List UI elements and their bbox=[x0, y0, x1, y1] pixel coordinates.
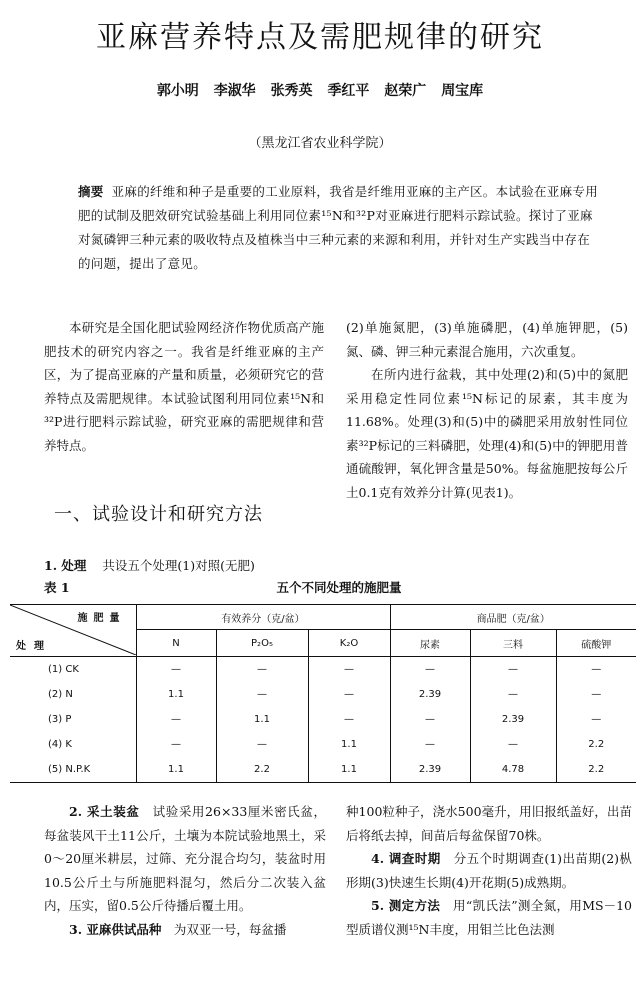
intro-paragraph bbox=[44, 316, 324, 457]
author: 赵荣广 bbox=[384, 83, 427, 99]
row-label: (2) N bbox=[48, 689, 73, 700]
paragraph bbox=[346, 847, 632, 894]
abstract bbox=[78, 180, 598, 276]
paragraph bbox=[44, 918, 326, 942]
author: 周宝库 bbox=[441, 83, 484, 99]
table-row bbox=[10, 707, 636, 732]
author: 郭小明 bbox=[156, 83, 199, 99]
author: 张秀英 bbox=[270, 83, 313, 99]
column-header: 硫酸钾 bbox=[556, 630, 636, 657]
methods-left-column bbox=[44, 800, 326, 941]
subsection-text: 分五个时期调查(1)出苗期(2)枞形期(3)快速生长期(4)开花期(5)成熟期。 bbox=[346, 851, 632, 890]
table-caption: 五个不同处理的施肥量 bbox=[276, 580, 402, 595]
paragraph: 本研究是全国化肥试验网经济作物优质高产施肥技术的研究内容之一。我省是纤维亚麻的主产区，为了提高亚麻的产量和质量，必须研究它的营养特点及需肥规律。本试验试图利用同位素¹⁵N和³²P进行肥料示踪试验，研究亚麻的需肥规律和营养特点。 bbox=[44, 320, 324, 453]
diag-bottom-label: 处理 bbox=[16, 641, 52, 652]
table-cell: 1.1 bbox=[308, 757, 390, 783]
table-cell: 2.2 bbox=[556, 757, 636, 783]
subsection-heading: 4. 调查时期 bbox=[371, 851, 441, 866]
table-cell: — bbox=[470, 732, 556, 757]
row-label: (5) N.P.K bbox=[10, 757, 136, 783]
diag-top-label: 施肥量 bbox=[77, 613, 126, 624]
table-cell: — bbox=[556, 707, 636, 732]
subsection-text: 为双亚一号，每盆播 bbox=[173, 921, 287, 937]
table-cell: — bbox=[216, 682, 308, 707]
table-cell: 1.1 bbox=[216, 707, 308, 732]
table-cell: — bbox=[216, 732, 308, 757]
paragraph bbox=[44, 800, 326, 918]
paragraph: 种100粒种子，浇水500毫升，用旧报纸盖好，出苗后将纸去掉，间苗后每盆保留70株。 bbox=[346, 804, 632, 843]
treatment-description bbox=[346, 316, 628, 504]
table-cell: 2.39 bbox=[470, 707, 556, 732]
paragraph: 在所内进行盆栽，其中处理(2)和(5)中的氮肥采用稳定性同位素¹⁵N标记的尿素，其丰度为11.68%。处理(3)和(5)中的磷肥采用放射性同位素³²P标记的三料磷肥，处理(4)和(5)中的钾肥用普通硫酸钾，氧化钾含量是50%。每盆施肥按每公斤土0.1克有效养分计算(见表1)。 bbox=[346, 367, 628, 500]
column-header: P₂O₅ bbox=[216, 630, 308, 657]
fertilizer-table bbox=[10, 604, 636, 783]
table-cell: — bbox=[556, 682, 636, 707]
subsection-heading: 3. 亚麻供试品种 bbox=[69, 921, 162, 937]
table-row bbox=[10, 757, 636, 783]
row-label: (3) P bbox=[48, 714, 72, 725]
paragraph bbox=[346, 894, 632, 941]
table-label: 表 1 bbox=[44, 580, 70, 595]
methods-right-column bbox=[346, 800, 632, 941]
section-heading: 一、试验设计和研究方法 bbox=[54, 504, 263, 525]
table-cell: — bbox=[470, 657, 556, 683]
table-row bbox=[10, 657, 636, 683]
table-cell: — bbox=[308, 707, 390, 732]
table-cell: 1.1 bbox=[308, 732, 390, 757]
table-cell: — bbox=[390, 732, 470, 757]
paragraph: (2)单施氮肥，(3)单施磷肥，(4)单施钾肥，(5)氮、磷、钾三种元素混合施用，六次重复。 bbox=[346, 320, 628, 359]
row-label: (4) K bbox=[48, 739, 72, 750]
table-row bbox=[10, 682, 636, 707]
table-cell: 2.2 bbox=[216, 757, 308, 783]
table-cell: — bbox=[216, 657, 308, 683]
subsection-text: 共设五个处理(1)对照(无肥) bbox=[102, 558, 255, 573]
table-diagonal-header bbox=[10, 605, 136, 657]
table-cell: 2.39 bbox=[390, 682, 470, 707]
table-caption-row bbox=[44, 578, 634, 598]
table-cell: — bbox=[308, 657, 390, 683]
affiliation: （黑龙江省农业科学院） bbox=[248, 136, 392, 151]
paper-title: 亚麻营养特点及需肥规律的研究 bbox=[96, 20, 544, 55]
treatment-line bbox=[44, 556, 255, 574]
column-header: 三料 bbox=[470, 630, 556, 657]
row-label: (1) CK bbox=[48, 664, 79, 675]
column-header: N bbox=[136, 630, 216, 657]
table-cell: — bbox=[470, 682, 556, 707]
column-header: K₂O bbox=[308, 630, 390, 657]
author: 李淑华 bbox=[213, 83, 256, 99]
author-list bbox=[0, 80, 640, 100]
subsection-heading: 1. 处理 bbox=[44, 558, 87, 573]
table-cell: — bbox=[390, 657, 470, 683]
table-row bbox=[10, 732, 636, 757]
group-header: 有效养分（克/盆） bbox=[136, 605, 390, 630]
table-cell: 1.1 bbox=[136, 682, 216, 707]
author: 季红平 bbox=[327, 83, 370, 99]
subsection-heading: 2. 采土装盆 bbox=[69, 804, 140, 819]
table-cell: — bbox=[136, 707, 216, 732]
table-cell: — bbox=[136, 732, 216, 757]
table-cell: 2.2 bbox=[556, 732, 636, 757]
abstract-text: 亚麻的纤维和种子是重要的工业原料，我省是纤维用亚麻的主产区。本试验在亚麻专用肥的试制及肥效研究试验基础上利用同位素¹⁵N和³²P对亚麻进行肥料示踪试验。探讨了亚麻对氮磷钾三种元素的吸收特点及植株当中三种元素的来源和利用，并针对生产实践当中存在的问题，提出了意见。 bbox=[78, 184, 599, 271]
table-cell: 2.39 bbox=[390, 757, 470, 783]
subsection-text: 试验采用26×33厘米密氏盆，每盆装风干土11公斤，土壤为本院试验地黑土，采0～20厘米耕层，过筛、充分混合均匀，装盆时用10.5公斤土与所施肥料混匀，然后分二次装入盆内，压实，留0.5公斤待播后覆土用。 bbox=[44, 804, 326, 913]
subsection-text: 用“凯氏法”测全氮，用MS－10型质谱仪测¹⁵N丰度，用钼兰比色法测 bbox=[346, 898, 632, 937]
column-header: 尿素 bbox=[390, 630, 470, 657]
table-cell: — bbox=[136, 657, 216, 683]
table-cell: 4.78 bbox=[470, 757, 556, 783]
table-cell: — bbox=[556, 657, 636, 683]
group-header: 商品肥（克/盆） bbox=[390, 605, 636, 630]
table-cell: — bbox=[308, 682, 390, 707]
table-cell: 1.1 bbox=[136, 757, 216, 783]
subsection-heading: 5. 测定方法 bbox=[371, 898, 441, 913]
table-cell: — bbox=[390, 707, 470, 732]
abstract-heading: 摘要 bbox=[78, 184, 104, 199]
